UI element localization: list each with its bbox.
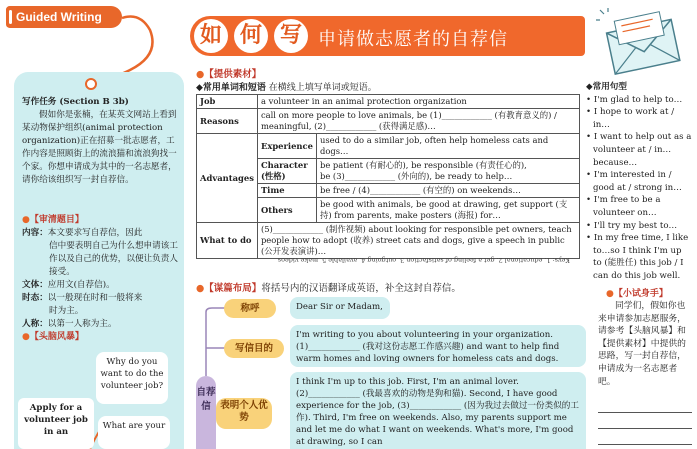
writing-task bbox=[22, 96, 178, 187]
title-char-3: 写 bbox=[274, 19, 308, 53]
review-heading: ●【审清题目】 bbox=[22, 215, 84, 225]
pattern-item: • In my free time, I like to…so I think I'm up to (能胜任) this job / I can do this job well. bbox=[586, 233, 689, 281]
pattern-item: • I hope to work at / in… bbox=[586, 107, 675, 130]
content-detail: 信中要表明自己为什么想申请该工作以及自己的优势，以便让负责人接受。 bbox=[49, 241, 178, 277]
row-key-todo: What to do bbox=[197, 223, 258, 259]
table-row bbox=[197, 223, 580, 259]
envelope-icon bbox=[596, 8, 688, 78]
pattern-item: • I'll try my best to… bbox=[586, 220, 678, 231]
row-key-advantages: Advantages bbox=[197, 134, 258, 223]
pill-advantages: 表明个人优势 bbox=[216, 398, 272, 429]
answer-line bbox=[598, 412, 692, 413]
style-line: 文体：应用文(自荐信)。 bbox=[22, 280, 115, 290]
pattern-item: • I'm free to be a volunteer on… bbox=[586, 195, 661, 218]
row-val-others: be good with animals, be good at drawing, get support (支持) from parents, make posters (海报) for… bbox=[316, 198, 579, 223]
brainstorm-heading: ●【头脑风暴】 bbox=[22, 332, 84, 342]
pattern-item: • I want to help out as a volunteer at / in…because… bbox=[586, 132, 692, 168]
guided-writing-tag: Guided Writing bbox=[6, 6, 122, 28]
content-line: 内容：本文要求写自荐信，因此 bbox=[22, 228, 143, 238]
row-key-time: Time bbox=[257, 184, 316, 198]
title-char-2: 何 bbox=[234, 19, 268, 53]
row-val-reasons: call on more people to love animals, be (1)____________ (有教育意义的) / meaningful, (2)____________ (获得满足感)… bbox=[257, 109, 579, 134]
row-key-experience: Experience bbox=[257, 134, 316, 159]
tense-detail: 时为主。 bbox=[49, 306, 84, 316]
answer-keys: Keys: 1. educational 2. get a feeling of satisfaction 3. outgoing 4. available 5. make videos bbox=[277, 256, 570, 264]
answer-line bbox=[598, 428, 692, 429]
task-body: 假如你是张楠，在某英文网站上看到某动物保护组织(animal protection organization)正在招募一批志愿者，工作内容是照顾街上的流浪猫和流浪狗找一个家。你想申请成为其中的一名志愿者，请你给该组织写一封自荐信。 bbox=[22, 110, 177, 185]
pill-purpose: 写信目的 bbox=[224, 339, 284, 358]
pattern-item: • I'm glad to help to… bbox=[586, 94, 683, 105]
row-key-job: Job bbox=[197, 95, 258, 109]
sentence-patterns bbox=[586, 81, 692, 283]
row-val-todo: (5)____________ (制作视频) about looking for responsible pet owners, teach people how to adopt (收养) street cats and dogs, give a speech in public (公开发表演讲)… bbox=[257, 223, 579, 259]
layout-heading: ●【谋篇布局】将括号内的汉语翻译成英语，补全这封自荐信。 bbox=[196, 283, 461, 294]
row-val-time: be free / (4)____________ (有空的) on weekends… bbox=[316, 184, 579, 198]
row-key-others: Others bbox=[257, 198, 316, 223]
advantages-box: I think I'm up to this job. First, I'm an animal lover. (2)____________ (我最喜欢的动物是狗和猫). Second, I have good experience for the job, (3)____________ (因为我过去做过一份类似的工作). Third, I'm free on weekends. Also, my parents support me and let me do what I want on weekends. What's more, I'm good at drawing, so I can bbox=[290, 372, 586, 449]
review-section bbox=[22, 214, 178, 344]
tense-line: 时态：以一般现在时和一般将来 bbox=[22, 293, 143, 303]
table-row bbox=[197, 109, 580, 134]
table-row bbox=[197, 134, 580, 159]
greeting-box: Dear Sir or Madam, bbox=[290, 297, 390, 319]
bubble-what: What are your bbox=[98, 416, 170, 449]
pin-icon bbox=[85, 78, 97, 90]
resources-subtitle: ◆常用单词和短语 在横线上填写单词或短语。 bbox=[196, 83, 377, 93]
page-title-bar bbox=[190, 16, 585, 56]
row-key-character: Character (性格) bbox=[257, 159, 316, 184]
task-heading: 写作任务 (Section B 3b) bbox=[22, 97, 129, 107]
resources-heading: ●【提供素材】 bbox=[196, 69, 262, 80]
person-line: 人称：以第一人称为主。 bbox=[22, 319, 117, 329]
vocabulary-table bbox=[196, 94, 580, 259]
try-body: 同学们，假如你也来申请参加志愿服务，请参考【头脑风暴】和【提供素材】中提供的思路，写一封自荐信，申请成为一名志愿者吧。 bbox=[598, 301, 686, 387]
try-heading: ●【小试身手】 bbox=[606, 289, 668, 299]
purpose-box: I'm writing to you about volunteering in your organization. (1)____________ (我对这份志愿工作感兴趣) and want to help find warm homes and loving owners for homeless cats and dogs. bbox=[290, 325, 586, 367]
row-val-experience: used to do a similar job, often help homeless cats and dogs… bbox=[316, 134, 579, 159]
outline-side-tag: 自荐信 bbox=[196, 376, 216, 449]
table-row bbox=[197, 95, 580, 109]
page-title: 申请做志愿者的自荐信 bbox=[318, 29, 508, 50]
bubble-why: Why do you want to do the volunteer job? bbox=[96, 352, 168, 404]
title-char-1: 如 bbox=[194, 19, 228, 53]
answer-line bbox=[598, 444, 692, 445]
apply-box: Apply for a volunteer job in an bbox=[18, 398, 94, 449]
row-key-reasons: Reasons bbox=[197, 109, 258, 134]
row-val-job: a volunteer in an animal protection organization bbox=[257, 95, 579, 109]
pill-greeting: 称呼 bbox=[224, 299, 276, 318]
patterns-heading: ◆常用句型 bbox=[586, 82, 627, 92]
row-val-character: be patient (有耐心的), be responsible (有责任心的), be (3)____________ (外向的), be ready to help… bbox=[316, 159, 579, 184]
pattern-item: • I'm interested in / good at / strong in… bbox=[586, 170, 682, 193]
